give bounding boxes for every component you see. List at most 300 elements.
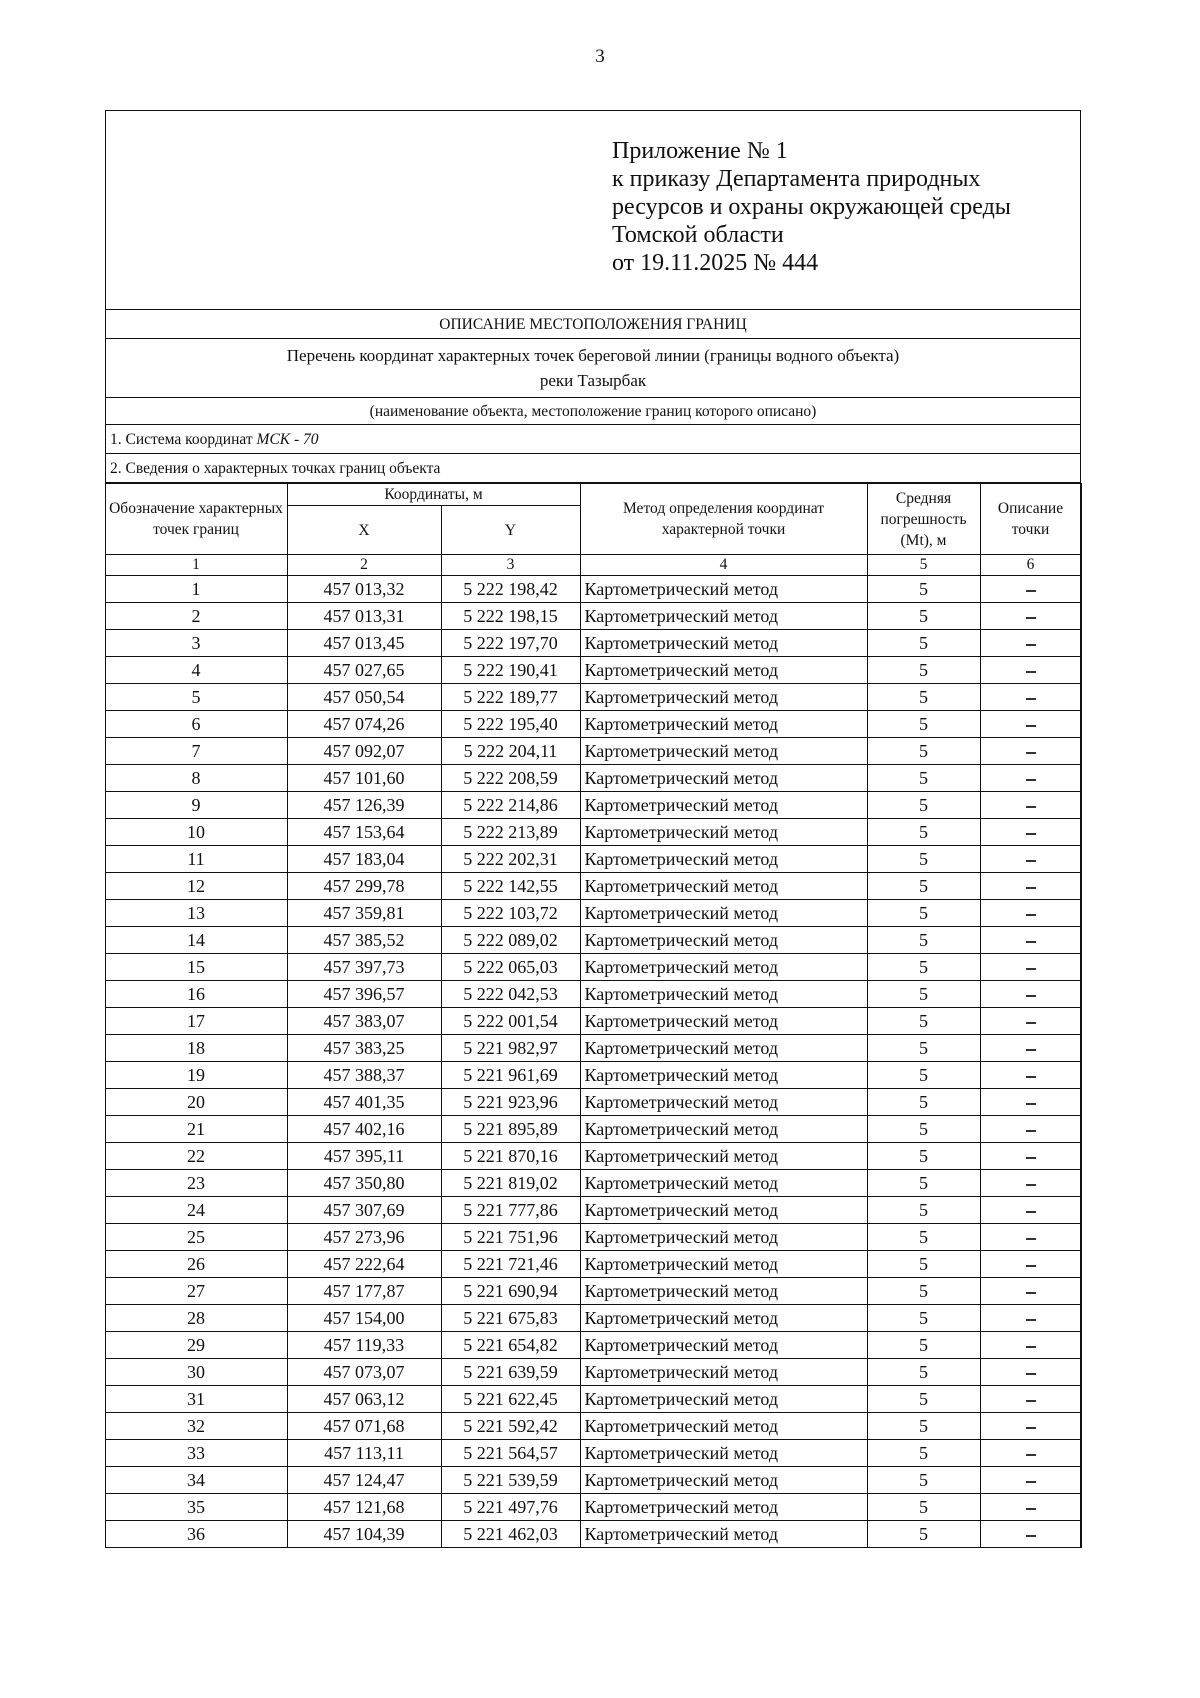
x-coordinate: 457 013,32 bbox=[287, 576, 441, 603]
accuracy-cell: 5 bbox=[867, 1494, 980, 1521]
method-cell: Картометрический метод bbox=[580, 1143, 867, 1170]
table-row bbox=[105, 1305, 1081, 1332]
point-number: 28 bbox=[105, 1305, 287, 1332]
table-row bbox=[105, 657, 1081, 684]
y-coordinate: 5 221 982,97 bbox=[441, 1035, 580, 1062]
dash-icon bbox=[1026, 752, 1036, 754]
table-row bbox=[105, 819, 1081, 846]
point-number: 34 bbox=[105, 1467, 287, 1494]
list-title-line: Перечень координат характерных точек береговой линии (границы водного объекта) bbox=[286, 346, 900, 365]
dash-icon bbox=[1026, 1373, 1036, 1375]
description-cell bbox=[980, 684, 1081, 711]
x-coordinate: 457 013,31 bbox=[287, 603, 441, 630]
point-number: 13 bbox=[105, 900, 287, 927]
method-cell: Картометрический метод bbox=[580, 1224, 867, 1251]
header-coordinates: Координаты, м bbox=[287, 484, 580, 506]
column-number: 4 bbox=[580, 555, 867, 576]
point-number: 5 bbox=[105, 684, 287, 711]
dash-icon bbox=[1026, 941, 1036, 943]
method-cell: Картометрический метод bbox=[580, 1278, 867, 1305]
method-cell: Картометрический метод bbox=[580, 846, 867, 873]
method-cell: Картометрический метод bbox=[580, 684, 867, 711]
dash-icon bbox=[1026, 887, 1036, 889]
accuracy-cell: 5 bbox=[867, 1467, 980, 1494]
description-cell bbox=[980, 1143, 1081, 1170]
description-cell bbox=[980, 1170, 1081, 1197]
point-number: 16 bbox=[105, 981, 287, 1008]
accuracy-cell: 5 bbox=[867, 1440, 980, 1467]
dash-icon bbox=[1026, 1130, 1036, 1132]
x-coordinate: 457 050,54 bbox=[287, 684, 441, 711]
dash-icon bbox=[1026, 1049, 1036, 1051]
x-coordinate: 457 383,25 bbox=[287, 1035, 441, 1062]
table-row bbox=[105, 1089, 1081, 1116]
y-coordinate: 5 221 777,86 bbox=[441, 1197, 580, 1224]
method-cell: Картометрический метод bbox=[580, 1467, 867, 1494]
column-number: 3 bbox=[441, 555, 580, 576]
y-coordinate: 5 222 103,72 bbox=[441, 900, 580, 927]
y-coordinate: 5 222 042,53 bbox=[441, 981, 580, 1008]
x-coordinate: 457 396,57 bbox=[287, 981, 441, 1008]
method-cell: Картометрический метод bbox=[580, 711, 867, 738]
description-cell bbox=[980, 1305, 1081, 1332]
table-row bbox=[105, 1197, 1081, 1224]
y-coordinate: 5 221 721,46 bbox=[441, 1251, 580, 1278]
description-cell bbox=[980, 873, 1081, 900]
y-coordinate: 5 222 197,70 bbox=[441, 630, 580, 657]
accuracy-cell: 5 bbox=[867, 981, 980, 1008]
dash-icon bbox=[1026, 1427, 1036, 1429]
dash-icon bbox=[1026, 644, 1036, 646]
y-coordinate: 5 221 564,57 bbox=[441, 1440, 580, 1467]
description-cell bbox=[980, 1278, 1081, 1305]
accuracy-cell: 5 bbox=[867, 846, 980, 873]
method-cell: Картометрический метод bbox=[580, 738, 867, 765]
accuracy-cell: 5 bbox=[867, 1386, 980, 1413]
description-cell bbox=[980, 1035, 1081, 1062]
description-cell bbox=[980, 765, 1081, 792]
x-coordinate: 457 027,65 bbox=[287, 657, 441, 684]
dash-icon bbox=[1026, 590, 1036, 592]
accuracy-cell: 5 bbox=[867, 630, 980, 657]
accuracy-cell: 5 bbox=[867, 873, 980, 900]
description-cell bbox=[980, 1494, 1081, 1521]
y-coordinate: 5 221 895,89 bbox=[441, 1116, 580, 1143]
table-row bbox=[105, 954, 1081, 981]
point-number: 9 bbox=[105, 792, 287, 819]
description-cell bbox=[980, 1521, 1081, 1548]
x-coordinate: 457 385,52 bbox=[287, 927, 441, 954]
x-coordinate: 457 350,80 bbox=[287, 1170, 441, 1197]
page-number: 3 bbox=[595, 46, 605, 67]
table-body bbox=[105, 576, 1081, 1548]
x-coordinate: 457 273,96 bbox=[287, 1224, 441, 1251]
method-cell: Картометрический метод bbox=[580, 1413, 867, 1440]
method-cell: Картометрический метод bbox=[580, 765, 867, 792]
y-coordinate: 5 221 622,45 bbox=[441, 1386, 580, 1413]
point-number: 32 bbox=[105, 1413, 287, 1440]
x-coordinate: 457 395,11 bbox=[287, 1143, 441, 1170]
table-row bbox=[105, 1278, 1081, 1305]
point-number: 11 bbox=[105, 846, 287, 873]
method-cell: Картометрический метод bbox=[580, 1062, 867, 1089]
header-description: Описание точки bbox=[980, 484, 1081, 555]
point-number: 26 bbox=[105, 1251, 287, 1278]
method-cell: Картометрический метод bbox=[580, 1521, 867, 1548]
point-number: 14 bbox=[105, 927, 287, 954]
method-cell: Картометрический метод bbox=[580, 1035, 867, 1062]
accuracy-cell: 5 bbox=[867, 900, 980, 927]
point-number: 35 bbox=[105, 1494, 287, 1521]
x-coordinate: 457 071,68 bbox=[287, 1413, 441, 1440]
object-name: реки Тазырбак bbox=[539, 371, 647, 390]
y-coordinate: 5 222 195,40 bbox=[441, 711, 580, 738]
y-coordinate: 5 222 198,42 bbox=[441, 576, 580, 603]
point-number: 4 bbox=[105, 657, 287, 684]
accuracy-cell: 5 bbox=[867, 603, 980, 630]
dash-icon bbox=[1026, 1076, 1036, 1078]
accuracy-cell: 5 bbox=[867, 711, 980, 738]
table-row bbox=[105, 684, 1081, 711]
column-numbers-row bbox=[105, 555, 1081, 576]
method-cell: Картометрический метод bbox=[580, 630, 867, 657]
dash-icon bbox=[1026, 617, 1036, 619]
approval-line: Томской области bbox=[612, 222, 784, 248]
table-row bbox=[105, 1332, 1081, 1359]
description-cell bbox=[980, 1062, 1081, 1089]
description-cell bbox=[980, 900, 1081, 927]
table-row bbox=[105, 1008, 1081, 1035]
y-coordinate: 5 222 202,31 bbox=[441, 846, 580, 873]
y-coordinate: 5 221 639,59 bbox=[441, 1359, 580, 1386]
point-number: 21 bbox=[105, 1116, 287, 1143]
y-coordinate: 5 221 819,02 bbox=[441, 1170, 580, 1197]
x-coordinate: 457 104,39 bbox=[287, 1521, 441, 1548]
approval-text bbox=[612, 137, 1011, 277]
accuracy-cell: 5 bbox=[867, 1305, 980, 1332]
description-cell bbox=[980, 1467, 1081, 1494]
dash-icon bbox=[1026, 833, 1036, 835]
accuracy-cell: 5 bbox=[867, 1062, 980, 1089]
description-cell bbox=[980, 630, 1081, 657]
dash-icon bbox=[1026, 1508, 1036, 1510]
accuracy-cell: 5 bbox=[867, 684, 980, 711]
x-coordinate: 457 092,07 bbox=[287, 738, 441, 765]
point-number: 19 bbox=[105, 1062, 287, 1089]
column-number: 1 bbox=[105, 555, 287, 576]
approval-line: ресурсов и охраны окружающей среды bbox=[612, 194, 1011, 220]
y-coordinate: 5 221 690,94 bbox=[441, 1278, 580, 1305]
point-number: 36 bbox=[105, 1521, 287, 1548]
dash-icon bbox=[1026, 1103, 1036, 1105]
description-cell bbox=[980, 954, 1081, 981]
point-number: 2 bbox=[105, 603, 287, 630]
x-coordinate: 457 388,37 bbox=[287, 1062, 441, 1089]
x-coordinate: 457 222,64 bbox=[287, 1251, 441, 1278]
dash-icon bbox=[1026, 860, 1036, 862]
y-coordinate: 5 221 923,96 bbox=[441, 1089, 580, 1116]
dash-icon bbox=[1026, 1184, 1036, 1186]
method-cell: Картометрический метод bbox=[580, 657, 867, 684]
y-coordinate: 5 221 592,42 bbox=[441, 1413, 580, 1440]
accuracy-cell: 5 bbox=[867, 1359, 980, 1386]
table-row bbox=[105, 603, 1081, 630]
accuracy-cell: 5 bbox=[867, 954, 980, 981]
table-row bbox=[105, 630, 1081, 657]
point-number: 10 bbox=[105, 819, 287, 846]
method-cell: Картометрический метод bbox=[580, 900, 867, 927]
column-number: 2 bbox=[287, 555, 441, 576]
x-coordinate: 457 124,47 bbox=[287, 1467, 441, 1494]
dash-icon bbox=[1026, 995, 1036, 997]
y-coordinate: 5 222 142,55 bbox=[441, 873, 580, 900]
point-number: 24 bbox=[105, 1197, 287, 1224]
table-row bbox=[105, 1062, 1081, 1089]
x-coordinate: 457 402,16 bbox=[287, 1116, 441, 1143]
accuracy-cell: 5 bbox=[867, 1143, 980, 1170]
accuracy-cell: 5 bbox=[867, 1170, 980, 1197]
method-cell: Картометрический метод bbox=[580, 981, 867, 1008]
x-coordinate: 457 121,68 bbox=[287, 1494, 441, 1521]
x-coordinate: 457 063,12 bbox=[287, 1386, 441, 1413]
table-row bbox=[105, 1116, 1081, 1143]
table-row bbox=[105, 576, 1081, 603]
method-cell: Картометрический метод bbox=[580, 954, 867, 981]
method-cell: Картометрический метод bbox=[580, 1359, 867, 1386]
point-number: 33 bbox=[105, 1440, 287, 1467]
point-number: 22 bbox=[105, 1143, 287, 1170]
header-accuracy: Средняя погрешность (Mt), м bbox=[867, 484, 980, 555]
accuracy-cell: 5 bbox=[867, 927, 980, 954]
table-row bbox=[105, 765, 1081, 792]
dash-icon bbox=[1026, 1238, 1036, 1240]
x-coordinate: 457 101,60 bbox=[287, 765, 441, 792]
accuracy-cell: 5 bbox=[867, 738, 980, 765]
table-row bbox=[105, 792, 1081, 819]
accuracy-cell: 5 bbox=[867, 1116, 980, 1143]
accuracy-cell: 5 bbox=[867, 819, 980, 846]
table-row bbox=[105, 1035, 1081, 1062]
point-number: 20 bbox=[105, 1089, 287, 1116]
method-cell: Картометрический метод bbox=[580, 603, 867, 630]
dash-icon bbox=[1026, 698, 1036, 700]
y-coordinate: 5 222 190,41 bbox=[441, 657, 580, 684]
table-row bbox=[105, 873, 1081, 900]
accuracy-cell: 5 bbox=[867, 1035, 980, 1062]
table-row bbox=[105, 711, 1081, 738]
x-coordinate: 457 119,33 bbox=[287, 1332, 441, 1359]
column-number: 6 bbox=[980, 555, 1081, 576]
coordinates-table bbox=[105, 483, 1082, 1548]
method-cell: Картометрический метод bbox=[580, 1494, 867, 1521]
description-cell bbox=[980, 1332, 1081, 1359]
description-cell bbox=[980, 1359, 1081, 1386]
point-number: 12 bbox=[105, 873, 287, 900]
accuracy-cell: 5 bbox=[867, 1521, 980, 1548]
table-row bbox=[105, 1386, 1081, 1413]
accuracy-cell: 5 bbox=[867, 1224, 980, 1251]
dash-icon bbox=[1026, 1454, 1036, 1456]
method-cell: Картометрический метод bbox=[580, 819, 867, 846]
section-title: ОПИСАНИЕ МЕСТОПОЛОЖЕНИЯ ГРАНИЦ bbox=[106, 310, 1080, 339]
table-row bbox=[105, 1440, 1081, 1467]
y-coordinate: 5 221 751,96 bbox=[441, 1224, 580, 1251]
point-number: 1 bbox=[105, 576, 287, 603]
x-coordinate: 457 401,35 bbox=[287, 1089, 441, 1116]
description-cell bbox=[980, 1116, 1081, 1143]
approval-line: к приказу Департамента природных bbox=[612, 166, 981, 192]
accuracy-cell: 5 bbox=[867, 1278, 980, 1305]
x-coordinate: 457 126,39 bbox=[287, 792, 441, 819]
object-caption: (наименование объекта, местоположение границ которого описано) bbox=[106, 398, 1080, 425]
y-coordinate: 5 222 198,15 bbox=[441, 603, 580, 630]
x-coordinate: 457 183,04 bbox=[287, 846, 441, 873]
header-y: Y bbox=[441, 506, 580, 555]
y-coordinate: 5 222 089,02 bbox=[441, 927, 580, 954]
point-number: 18 bbox=[105, 1035, 287, 1062]
x-coordinate: 457 299,78 bbox=[287, 873, 441, 900]
table-row bbox=[105, 738, 1081, 765]
point-number: 8 bbox=[105, 765, 287, 792]
method-cell: Картометрический метод bbox=[580, 1251, 867, 1278]
accuracy-cell: 5 bbox=[867, 576, 980, 603]
point-number: 23 bbox=[105, 1170, 287, 1197]
description-cell bbox=[980, 1413, 1081, 1440]
point-number: 30 bbox=[105, 1359, 287, 1386]
dash-icon bbox=[1026, 1346, 1036, 1348]
table-row bbox=[105, 846, 1081, 873]
point-number: 27 bbox=[105, 1278, 287, 1305]
y-coordinate: 5 222 204,11 bbox=[441, 738, 580, 765]
description-cell bbox=[980, 576, 1081, 603]
method-cell: Картометрический метод bbox=[580, 1332, 867, 1359]
x-coordinate: 457 153,64 bbox=[287, 819, 441, 846]
coord-system-value: МСК - 70 bbox=[256, 431, 319, 448]
coord-system-line bbox=[106, 425, 1080, 454]
column-number: 5 bbox=[867, 555, 980, 576]
description-cell bbox=[980, 927, 1081, 954]
points-info-line: 2. Сведения о характерных точках границ объекта bbox=[106, 454, 1080, 483]
y-coordinate: 5 222 001,54 bbox=[441, 1008, 580, 1035]
point-number: 25 bbox=[105, 1224, 287, 1251]
method-cell: Картометрический метод bbox=[580, 1305, 867, 1332]
table-row bbox=[105, 1170, 1081, 1197]
y-coordinate: 5 221 654,82 bbox=[441, 1332, 580, 1359]
list-title bbox=[106, 339, 1080, 398]
method-cell: Картометрический метод bbox=[580, 1089, 867, 1116]
x-coordinate: 457 397,73 bbox=[287, 954, 441, 981]
description-cell bbox=[980, 819, 1081, 846]
method-cell: Картометрический метод bbox=[580, 873, 867, 900]
method-cell: Картометрический метод bbox=[580, 1197, 867, 1224]
dash-icon bbox=[1026, 1400, 1036, 1402]
table-row bbox=[105, 1251, 1081, 1278]
table-row bbox=[105, 1224, 1081, 1251]
table-row bbox=[105, 900, 1081, 927]
description-cell bbox=[980, 1224, 1081, 1251]
y-coordinate: 5 222 189,77 bbox=[441, 684, 580, 711]
y-coordinate: 5 222 214,86 bbox=[441, 792, 580, 819]
header-method: Метод определения координат характерной точки bbox=[580, 484, 867, 555]
point-number: 3 bbox=[105, 630, 287, 657]
description-cell bbox=[980, 1197, 1081, 1224]
method-cell: Картометрический метод bbox=[580, 927, 867, 954]
x-coordinate: 457 113,11 bbox=[287, 1440, 441, 1467]
dash-icon bbox=[1026, 725, 1036, 727]
method-cell: Картометрический метод bbox=[580, 1440, 867, 1467]
dash-icon bbox=[1026, 1292, 1036, 1294]
y-coordinate: 5 222 213,89 bbox=[441, 819, 580, 846]
header-x: X bbox=[287, 506, 441, 555]
accuracy-cell: 5 bbox=[867, 1089, 980, 1116]
description-cell bbox=[980, 1089, 1081, 1116]
method-cell: Картометрический метод bbox=[580, 1170, 867, 1197]
x-coordinate: 457 307,69 bbox=[287, 1197, 441, 1224]
table-row bbox=[105, 981, 1081, 1008]
dash-icon bbox=[1026, 1481, 1036, 1483]
header-designation: Обозначение характерных точек границ bbox=[105, 484, 287, 555]
x-coordinate: 457 359,81 bbox=[287, 900, 441, 927]
coord-system-label: 1. Система координат bbox=[110, 431, 253, 448]
description-cell bbox=[980, 1440, 1081, 1467]
y-coordinate: 5 221 539,59 bbox=[441, 1467, 580, 1494]
description-cell bbox=[980, 1386, 1081, 1413]
dash-icon bbox=[1026, 1157, 1036, 1159]
dash-icon bbox=[1026, 1265, 1036, 1267]
accuracy-cell: 5 bbox=[867, 765, 980, 792]
dash-icon bbox=[1026, 914, 1036, 916]
description-cell bbox=[980, 792, 1081, 819]
table-row bbox=[105, 1467, 1081, 1494]
table-row bbox=[105, 1143, 1081, 1170]
y-coordinate: 5 221 497,76 bbox=[441, 1494, 580, 1521]
table-row bbox=[105, 1413, 1081, 1440]
point-number: 6 bbox=[105, 711, 287, 738]
description-cell bbox=[980, 1008, 1081, 1035]
accuracy-cell: 5 bbox=[867, 1332, 980, 1359]
accuracy-cell: 5 bbox=[867, 1008, 980, 1035]
description-cell bbox=[980, 711, 1081, 738]
dash-icon bbox=[1026, 806, 1036, 808]
y-coordinate: 5 221 675,83 bbox=[441, 1305, 580, 1332]
approval-line: Приложение № 1 bbox=[612, 138, 788, 164]
table-row bbox=[105, 927, 1081, 954]
accuracy-cell: 5 bbox=[867, 1197, 980, 1224]
point-number: 7 bbox=[105, 738, 287, 765]
dash-icon bbox=[1026, 779, 1036, 781]
accuracy-cell: 5 bbox=[867, 657, 980, 684]
table-row bbox=[105, 1521, 1081, 1548]
accuracy-cell: 5 bbox=[867, 1413, 980, 1440]
table-row bbox=[105, 1494, 1081, 1521]
description-cell bbox=[980, 603, 1081, 630]
x-coordinate: 457 073,07 bbox=[287, 1359, 441, 1386]
y-coordinate: 5 222 208,59 bbox=[441, 765, 580, 792]
dash-icon bbox=[1026, 1319, 1036, 1321]
y-coordinate: 5 221 462,03 bbox=[441, 1521, 580, 1548]
dash-icon bbox=[1026, 1535, 1036, 1537]
approval-line: от 19.11.2025 № 444 bbox=[612, 250, 819, 276]
method-cell: Картометрический метод bbox=[580, 1386, 867, 1413]
x-coordinate: 457 013,45 bbox=[287, 630, 441, 657]
description-cell bbox=[980, 738, 1081, 765]
x-coordinate: 457 074,26 bbox=[287, 711, 441, 738]
method-cell: Картометрический метод bbox=[580, 792, 867, 819]
description-cell bbox=[980, 981, 1081, 1008]
description-cell bbox=[980, 657, 1081, 684]
dash-icon bbox=[1026, 671, 1036, 673]
method-cell: Картометрический метод bbox=[580, 1116, 867, 1143]
